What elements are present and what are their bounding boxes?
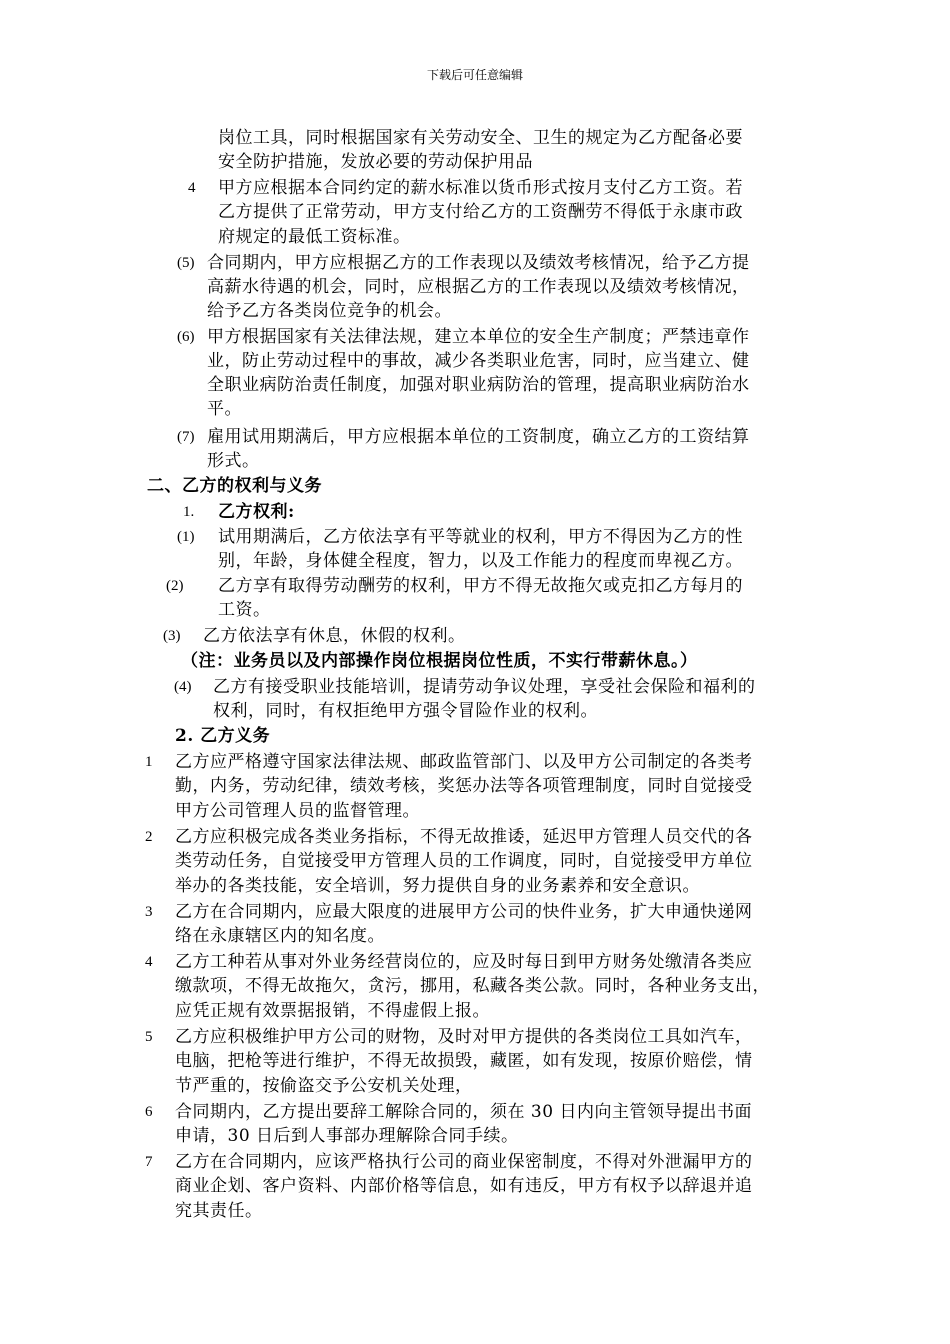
rights-heading-number: 1. — [183, 504, 195, 520]
item4-number: 4 — [188, 180, 196, 196]
right3-line-1: 乙方依法享有休息，休假的权利。 — [203, 626, 466, 646]
item5-line-1: 合同期内，甲方应根据乙方的工作表现以及绩效考核情况，给予乙方提 — [207, 253, 750, 273]
right1-line-2: 别，年龄，身体健全程度，智力，以及工作能力的程度而卑视乙方。 — [218, 551, 743, 571]
right4-line-1: 乙方有接受职业技能培训，提请劳动争议处理，享受社会保险和福利的 — [213, 677, 756, 697]
page-header: 下载后可任意编辑 — [426, 68, 523, 82]
duties-heading: 2. 乙方义务 — [175, 726, 271, 746]
duty5-number: 5 — [145, 1029, 153, 1045]
duty4-number: 4 — [145, 954, 153, 970]
section2-title: 二、乙方的权利与义务 — [147, 476, 322, 496]
item3-line-1: 岗位工具，同时根据国家有关劳动安全、卫生的规定为乙方配备必要 — [218, 128, 743, 148]
duty1-number: 1 — [145, 754, 153, 770]
item7-line-2: 形式。 — [207, 451, 260, 471]
item5-number: (5) — [177, 255, 195, 271]
item4-line-2: 乙方提供了正常劳动，甲方支付给乙方的工资酬劳不得低于永康市政 — [218, 202, 743, 222]
duty1-line-1: 乙方应严格遵守国家法律法规、邮政监管部门、以及甲方公司制定的各类考 — [175, 752, 753, 772]
duty2-line-1: 乙方应积极完成各类业务指标，不得无故推诿，延迟甲方管理人员交代的各 — [175, 827, 753, 847]
duty4-line-2: 缴款项，不得无故拖欠，贪污，挪用，私藏各类公款。同时，各种业务支出， — [175, 976, 770, 996]
duty7-line-3: 究其责任。 — [175, 1201, 263, 1221]
item3-line-2: 安全防护措施，发放必要的劳动保护用品 — [218, 152, 533, 172]
right2-line-2: 工资。 — [218, 600, 271, 620]
duty3-line-2: 络在永康辖区内的知名度。 — [175, 926, 385, 946]
item6-line-2: 业，防止劳动过程中的事故，减少各类职业危害，同时，应当建立、健 — [207, 351, 750, 371]
item6-line-3: 全职业病防治责任制度，加强对职业病防治的管理，提高职业病防治水 — [207, 375, 750, 395]
right4-number: (4) — [174, 679, 192, 695]
duty7-line-2: 商业企划、客户资料、内部价格等信息，如有违反，甲方有权予以辞退并追 — [175, 1176, 753, 1196]
duty7-line-1: 乙方在合同期内，应该严格执行公司的商业保密制度，不得对外泄漏甲方的 — [175, 1152, 753, 1172]
right2-number: (2) — [166, 578, 184, 594]
duty2-line-2: 类劳动任务，自觉接受甲方管理人员的工作调度，同时，自觉接受甲方单位 — [175, 851, 753, 871]
duty1-line-3: 甲方公司管理人员的监督管理。 — [175, 801, 420, 821]
duty5-line-1: 乙方应积极维护甲方公司的财物，及时对甲方提供的各类岗位工具如汽车， — [175, 1027, 753, 1047]
item5-line-2: 高薪水待遇的机会，同时，应根据乙方的工作表现以及绩效考核情况， — [207, 277, 750, 297]
item4-line-1: 甲方应根据本合同约定的薪水标准以货币形式按月支付乙方工资。若 — [218, 178, 743, 198]
duty5-line-3: 节严重的，按偷盗交予公安机关处理， — [175, 1076, 473, 1096]
item7-number: (7) — [177, 429, 195, 445]
duty4-line-3: 应凭正规有效票据报销，不得虚假上报。 — [175, 1001, 490, 1021]
item5-line-3: 给予乙方各类岗位竞争的机会。 — [207, 301, 452, 321]
rest-note: （注：业务员以及内部操作岗位根据岗位性质，不实行带薪休息。） — [181, 651, 698, 671]
right4-line-2: 权利，同时，有权拒绝甲方强令冒险作业的权利。 — [213, 701, 598, 721]
item6-number: (6) — [177, 329, 195, 345]
item7-line-1: 雇用试用期满后，甲方应根据本单位的工资制度，确立乙方的工资结算 — [207, 427, 750, 447]
duty6-line-2: 申请，30 日后到人事部办理解除合同手续。 — [175, 1126, 519, 1146]
duty3-number: 3 — [145, 904, 153, 920]
duty1-line-2: 勤，内务，劳动纪律，绩效考核，奖惩办法等各项管理制度，同时自觉接受 — [175, 776, 753, 796]
duty2-line-3: 举办的各类技能，安全培训，努力提供自身的业务素养和安全意识。 — [175, 876, 700, 896]
right1-number: (1) — [177, 529, 195, 545]
right2-line-1: 乙方享有取得劳动酬劳的权利，甲方不得无故拖欠或克扣乙方每月的 — [218, 576, 743, 596]
right1-line-1: 试用期满后，乙方依法享有平等就业的权利，甲方不得因为乙方的性 — [218, 527, 743, 547]
duty4-line-1: 乙方工种若从事对外业务经营岗位的，应及时每日到甲方财务处缴清各类应 — [175, 952, 753, 972]
duty6-number: 6 — [145, 1104, 153, 1120]
item4-line-3: 府规定的最低工资标准。 — [218, 227, 411, 247]
duty3-line-1: 乙方在合同期内，应最大限度的进展甲方公司的快件业务，扩大申通快递网 — [175, 902, 753, 922]
duty2-number: 2 — [145, 829, 153, 845]
item6-line-4: 平。 — [207, 399, 242, 419]
rights-heading: 乙方权利: — [218, 502, 295, 522]
duty6-line-1: 合同期内，乙方提出要辞工解除合同的，须在 30 日内向主管领导提出书面 — [175, 1102, 752, 1122]
item6-line-1: 甲方根据国家有关法律法规，建立本单位的安全生产制度；严禁违章作 — [207, 327, 750, 347]
right3-number: (3) — [163, 628, 181, 644]
duty5-line-2: 电脑，把枪等进行维护，不得无故损毁，藏匿，如有发现，按原价赔偿，情 — [175, 1051, 753, 1071]
duty7-number: 7 — [145, 1154, 153, 1170]
